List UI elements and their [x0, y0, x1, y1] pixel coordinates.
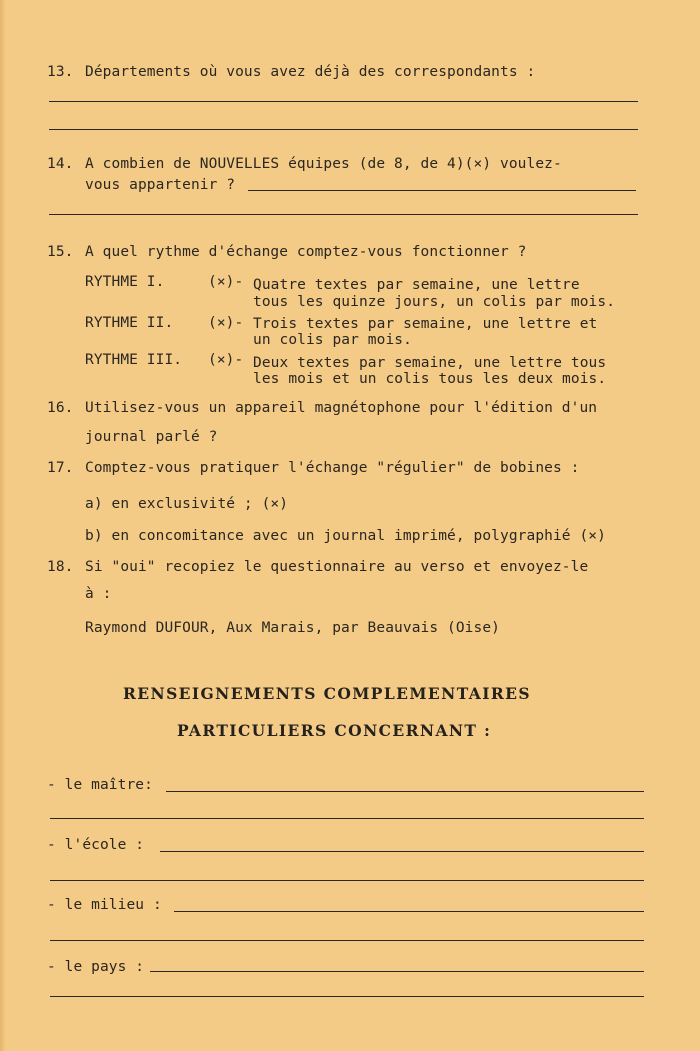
section-title-line2: PARTICULIERS CONCERNANT : [177, 721, 492, 740]
q18-text-line1: Si "oui" recopiez le questionnaire au verso et envoyez-le [85, 559, 589, 575]
field-pays-line-2[interactable] [50, 996, 644, 997]
field-ecole-label: - l'école : [47, 837, 145, 853]
field-ecole-line-2[interactable] [50, 880, 644, 881]
q13-number: 13. [47, 64, 74, 80]
field-milieu-line-2[interactable] [50, 940, 644, 941]
q17-option-a[interactable]: a) en exclusivité ; (×) [85, 496, 289, 512]
rythme-1-line2: tous les quinze jours, un colis par mois. [253, 294, 616, 310]
field-ecole-input[interactable] [160, 851, 644, 852]
q14-number: 14. [47, 156, 74, 172]
q14-answer-line-2[interactable] [49, 214, 638, 215]
rythme-3-line2: les mois et un colis tous les deux mois. [253, 371, 607, 387]
field-pays-input[interactable] [150, 971, 644, 972]
q14-text-line2: vous appartenir ? [85, 177, 236, 193]
q17-option-b[interactable]: b) en concomitance avec un journal imprimé, polygraphié (×) [85, 528, 606, 544]
q14-answer-line-1[interactable] [248, 190, 636, 191]
q16-number: 16. [47, 400, 74, 416]
q15-number: 15. [47, 244, 74, 260]
rythme-1-checkbox[interactable]: (×)- [208, 274, 244, 290]
rythme-3-checkbox[interactable]: (×)- [208, 352, 244, 368]
q14-text-line1: A combien de NOUVELLES équipes (de 8, de 4)(×) voulez- [85, 156, 562, 172]
field-maitre-line-2[interactable] [50, 818, 644, 819]
field-maitre-input[interactable] [166, 791, 644, 792]
q13-answer-line-1[interactable] [49, 101, 638, 102]
rythme-2-line1: Trois textes par semaine, une lettre et [253, 316, 598, 332]
q15-text: A quel rythme d'échange comptez-vous fonctionner ? [85, 244, 527, 260]
q13-text: Départements où vous avez déjà des correspondants : [85, 64, 536, 80]
rythme-2-checkbox[interactable]: (×)- [208, 315, 244, 331]
q17-text: Comptez-vous pratiquer l'échange "régulier" de bobines : [85, 460, 580, 476]
q18-text-line2: à : [85, 586, 112, 602]
q16-text-line2: journal parlé ? [85, 429, 218, 445]
rythme-1-line1: Quatre textes par semaine, une lettre [253, 277, 580, 293]
rythme-3-label: RYTHME III. [85, 352, 183, 368]
field-milieu-input[interactable] [174, 911, 644, 912]
field-milieu-label: - le milieu : [47, 897, 162, 913]
q18-number: 18. [47, 559, 74, 575]
section-title-line1: RENSEIGNEMENTS COMPLEMENTAIRES [123, 684, 531, 703]
rythme-3-line1: Deux textes par semaine, une lettre tous [253, 355, 607, 371]
rythme-2-label: RYTHME II. [85, 315, 174, 331]
q13-answer-line-2[interactable] [49, 129, 638, 130]
q18-address: Raymond DUFOUR, Aux Marais, par Beauvais (Oise) [85, 620, 500, 636]
q17-number: 17. [47, 460, 74, 476]
q16-text-line1: Utilisez-vous un appareil magnétophone pour l'édition d'un [85, 400, 598, 416]
field-pays-label: - le pays : [47, 959, 145, 975]
rythme-1-label: RYTHME I. [85, 274, 165, 290]
rythme-2-line2: un colis par mois. [253, 332, 412, 348]
page-edge [0, 0, 6, 1051]
field-maitre-label: - le maître: [47, 777, 153, 793]
